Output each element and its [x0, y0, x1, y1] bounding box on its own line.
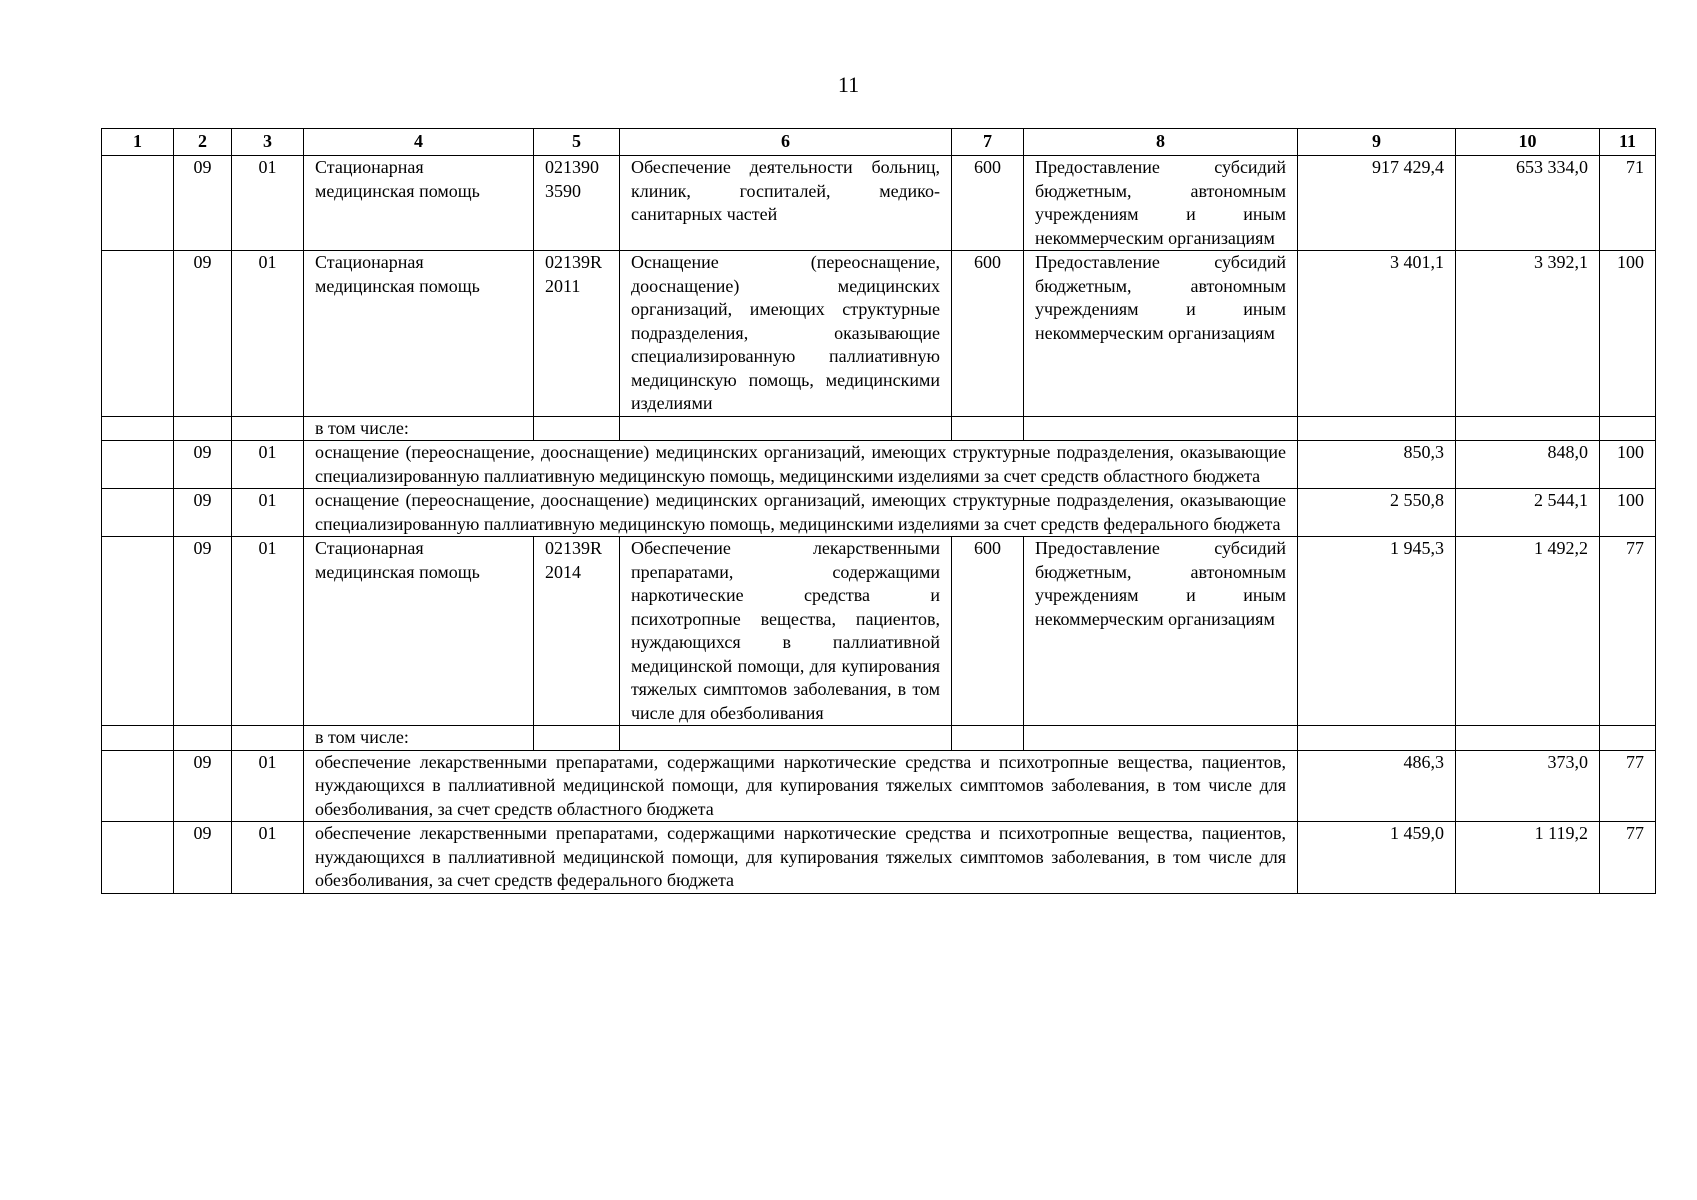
- cell-subsection: 01: [232, 750, 304, 822]
- cell-subsection: [232, 416, 304, 441]
- cell-subsection: [232, 726, 304, 751]
- cell-percent: 71: [1600, 156, 1656, 251]
- cell-section: [174, 416, 232, 441]
- cell-percent: [1600, 416, 1656, 441]
- cell-plan: [1298, 726, 1456, 751]
- cell-actual: [1456, 726, 1600, 751]
- cell-subsection: 01: [232, 251, 304, 417]
- cell-subsection: 01: [232, 537, 304, 726]
- table-row: [102, 750, 1656, 822]
- cell-target-name: Обеспечение деятельности больниц, клиник, госпиталей, медико-санитарных частей: [620, 156, 952, 251]
- cell-expense-type: 600: [952, 156, 1024, 251]
- cell-section: [174, 726, 232, 751]
- header-cell: 8: [1024, 129, 1298, 156]
- budget-table: [101, 128, 1656, 894]
- header-cell: 6: [620, 129, 952, 156]
- cell-section: 09: [174, 537, 232, 726]
- cell-target-code: 02139R 2014: [534, 537, 620, 726]
- cell-actual: 3 392,1: [1456, 251, 1600, 417]
- cell-expense-type-name: Предоставление субсидий бюджетным, автономным учреждениям и иным некоммерческим организациям: [1024, 251, 1298, 417]
- table-row: [102, 416, 1656, 441]
- table-row: [102, 489, 1656, 537]
- cell-col1: [102, 441, 174, 489]
- cell-subsection-name: Стационарная медицинская помощь: [304, 156, 534, 251]
- cell-including-label: в том числе:: [304, 726, 534, 751]
- cell-col1: [102, 537, 174, 726]
- cell-subsection: 01: [232, 441, 304, 489]
- cell-actual: 1 119,2: [1456, 822, 1600, 894]
- cell-plan: 486,3: [1298, 750, 1456, 822]
- cell-expense-type-name: Предоставление субсидий бюджетным, автономным учреждениям и иным некоммерческим организациям: [1024, 537, 1298, 726]
- header-cell: 10: [1456, 129, 1600, 156]
- cell-plan: 917 429,4: [1298, 156, 1456, 251]
- cell-subsection-name: Стационарная медицинская помощь: [304, 537, 534, 726]
- cell-plan: 1 945,3: [1298, 537, 1456, 726]
- cell-percent: 100: [1600, 441, 1656, 489]
- cell-merged-description: оснащение (переоснащение, дооснащение) медицинских организаций, имеющих структурные подразделения, оказывающие специализированную паллиативную медицинскую помощь, медицинскими изделиями за счет средств областного бюджета: [304, 441, 1298, 489]
- cell-including-label: в том числе:: [304, 416, 534, 441]
- cell-target-name: [620, 726, 952, 751]
- cell-percent: 77: [1600, 822, 1656, 894]
- cell-subsection: 01: [232, 156, 304, 251]
- cell-plan: 850,3: [1298, 441, 1456, 489]
- cell-merged-description: оснащение (переоснащение, дооснащение) медицинских организаций, имеющих структурные подразделения, оказывающие специализированную паллиативную медицинскую помощь, медицинскими изделиями за счет средств федерального бюджета: [304, 489, 1298, 537]
- header-cell: 1: [102, 129, 174, 156]
- table-row: [102, 251, 1656, 417]
- cell-expense-type: 600: [952, 537, 1024, 726]
- table-row: [102, 537, 1656, 726]
- cell-merged-description: обеспечение лекарственными препаратами, содержащими наркотические средства и психотропные вещества, пациентов, нуждающихся в паллиативной медицинской помощи, для купирования тяжелых симптомов заболевания, в том числе для обезболивания, за счет средств областного бюджета: [304, 750, 1298, 822]
- cell-expense-type: [952, 726, 1024, 751]
- cell-section: 09: [174, 251, 232, 417]
- cell-col1: [102, 726, 174, 751]
- cell-plan: 2 550,8: [1298, 489, 1456, 537]
- cell-merged-description: обеспечение лекарственными препаратами, содержащими наркотические средства и психотропные вещества, пациентов, нуждающихся в паллиативной медицинской помощи, для купирования тяжелых симптомов заболевания, в том числе для обезболивания, за счет средств федерального бюджета: [304, 822, 1298, 894]
- cell-expense-type: [952, 416, 1024, 441]
- header-cell: 5: [534, 129, 620, 156]
- cell-actual: 1 492,2: [1456, 537, 1600, 726]
- cell-percent: 100: [1600, 251, 1656, 417]
- cell-percent: 77: [1600, 537, 1656, 726]
- cell-percent: [1600, 726, 1656, 751]
- cell-col1: [102, 156, 174, 251]
- cell-subsection: 01: [232, 489, 304, 537]
- table-row: [102, 726, 1656, 751]
- cell-col1: [102, 750, 174, 822]
- cell-percent: 77: [1600, 750, 1656, 822]
- cell-actual: [1456, 416, 1600, 441]
- header-cell: 2: [174, 129, 232, 156]
- cell-target-code: 021390 3590: [534, 156, 620, 251]
- table-row: [102, 822, 1656, 894]
- cell-actual: 373,0: [1456, 750, 1600, 822]
- cell-section: 09: [174, 156, 232, 251]
- header-cell: 7: [952, 129, 1024, 156]
- header-cell: 4: [304, 129, 534, 156]
- cell-expense-type-name: [1024, 726, 1298, 751]
- header-row: [102, 129, 1656, 156]
- cell-col1: [102, 416, 174, 441]
- cell-col1: [102, 489, 174, 537]
- cell-expense-type-name: [1024, 416, 1298, 441]
- cell-actual: 848,0: [1456, 441, 1600, 489]
- cell-target-name: Обеспечение лекарственными препаратами, содержащими наркотические средства и психотропные вещества, пациентов, нуждающихся в паллиативной медицинской помощи, для купирования тяжелых симптомов заболевания, в том числе для обезболивания: [620, 537, 952, 726]
- cell-plan: [1298, 416, 1456, 441]
- cell-plan: 3 401,1: [1298, 251, 1456, 417]
- cell-target-name: [620, 416, 952, 441]
- table-row: [102, 156, 1656, 251]
- cell-plan: 1 459,0: [1298, 822, 1456, 894]
- cell-target-code: 02139R 2011: [534, 251, 620, 417]
- cell-subsection: 01: [232, 822, 304, 894]
- cell-target-code: [534, 726, 620, 751]
- cell-section: 09: [174, 822, 232, 894]
- cell-section: 09: [174, 441, 232, 489]
- cell-actual: 2 544,1: [1456, 489, 1600, 537]
- header-cell: 3: [232, 129, 304, 156]
- header-cell: 9: [1298, 129, 1456, 156]
- cell-expense-type: 600: [952, 251, 1024, 417]
- cell-expense-type-name: Предоставление субсидий бюджетным, автономным учреждениям и иным некоммерческим организациям: [1024, 156, 1298, 251]
- cell-subsection-name: Стационарная медицинская помощь: [304, 251, 534, 417]
- cell-col1: [102, 822, 174, 894]
- cell-actual: 653 334,0: [1456, 156, 1600, 251]
- cell-section: 09: [174, 489, 232, 537]
- page-number: 11: [837, 72, 860, 97]
- cell-percent: 100: [1600, 489, 1656, 537]
- cell-section: 09: [174, 750, 232, 822]
- cell-target-code: [534, 416, 620, 441]
- cell-target-name: Оснащение (переоснащение, дооснащение) медицинских организаций, имеющих структурные подразделения, оказывающие специализированную паллиативную медицинскую помощь, медицинскими изделиями: [620, 251, 952, 417]
- table-row: [102, 441, 1656, 489]
- cell-col1: [102, 251, 174, 417]
- header-cell: 11: [1600, 129, 1656, 156]
